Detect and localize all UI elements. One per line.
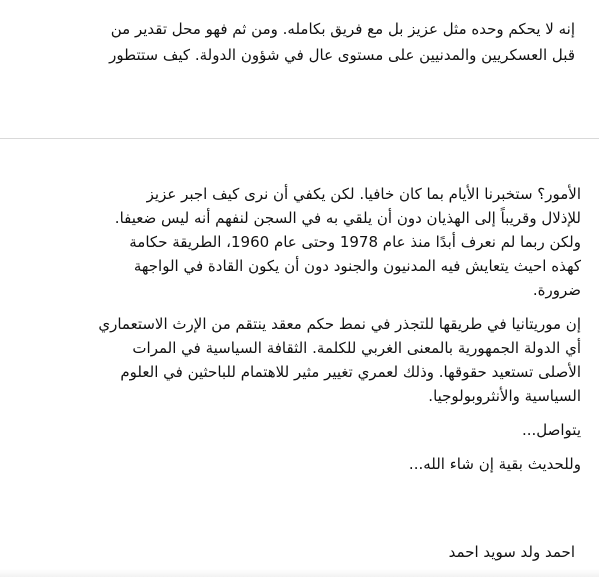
paragraph-1-line-4: كهذه احيث يتعايش فيه المدنيون والجنود دون أن يكون القادة في الواجهة [133,257,581,275]
paragraph-2 [21,312,581,408]
closing-paragraph [21,452,581,476]
continue-line: يتواصل... [521,421,581,439]
top-line-1: إنه لا يحكم وحده مثل عزيز بل مع فريق بكامله. ومن ثم فهو محل تقدير من [110,20,575,38]
bottom-text-block [21,182,581,486]
paragraph-2-line-4: السياسية والأنثروبولوجيا. [428,387,581,405]
top-line-2: قبل العسكريين والمدنيين على مستوى عال في شؤون الدولة. كيف ستتطور [109,46,575,64]
paragraph-1 [21,182,581,302]
section-divider [0,138,599,139]
paragraph-2-line-3: الأصلى تستعيد حقوقها. وذلك لعمري تغيير مثير للاهتمام للباحثين في العلوم [120,363,581,381]
paragraph-2-line-1: إن موريتانيا في طريقها للتجذر في نمط حكم معقد ينتقم من الإرث الاستعماري [98,315,581,333]
paragraph-1-line-3: ولكن ربما لم نعرف أبدًا منذ عام 1978 وحتى عام 1960، الطريقة حكامة [129,233,581,251]
paragraph-1-line-2: للإذلال وقريباً إلى الهذيان دون أن يلقي به في السجن لنفهم أنه ليس ضعيفا. [114,209,581,227]
author-signature [15,540,575,564]
paragraph-1-line-1: الأمور؟ ستخبرنا الأيام بما كان خافيا. لكن يكفي أن نرى كيف اجبر عزيز [146,185,581,203]
continue-paragraph [21,418,581,442]
paragraph-2-line-2: أي الدولة الجمهورية بالمعنى الغربي للكلمة. الثقافة السياسية في المرات [132,339,581,357]
top-text-block [15,16,575,68]
bottom-shadow [0,569,599,577]
paragraph-1-line-5: ضرورة. [532,281,581,299]
signature-line: احمد ولد سويد احمد [448,543,575,561]
closing-line: وللحديث بقية إن شاء الله... [408,455,581,473]
